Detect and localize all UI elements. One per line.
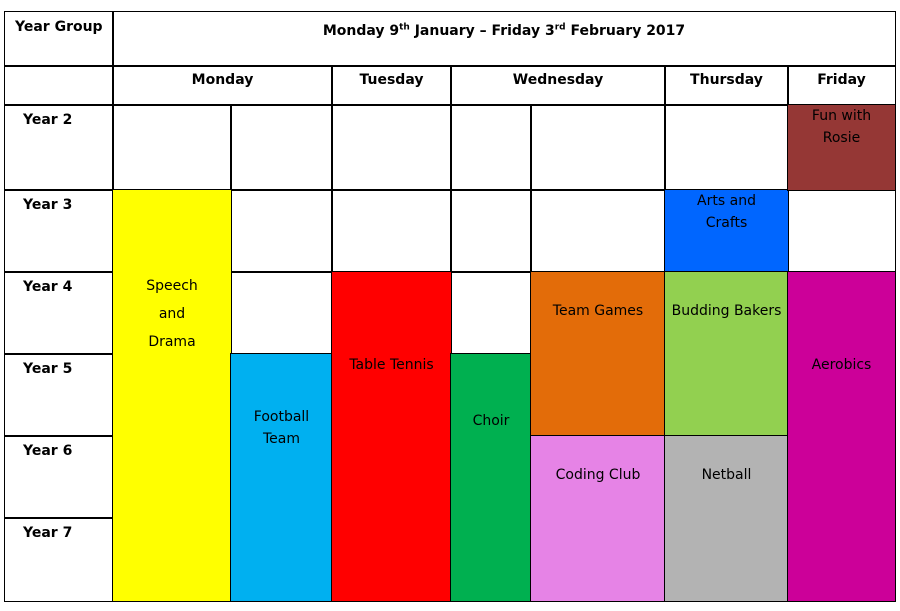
empty-cell [112, 104, 232, 191]
activity-label: Speech and Drama [146, 278, 198, 350]
day-label: Thursday [690, 72, 763, 88]
activity-choir [450, 353, 532, 602]
day-header-tuesday [331, 65, 452, 106]
activity-label: Team Games [552, 303, 644, 319]
activity-netball [664, 435, 789, 602]
day-header-monday [112, 65, 333, 106]
year-label-4: Year 4 [4, 271, 114, 355]
year-label-2: Year 2 [4, 104, 114, 191]
empty-cell [450, 104, 532, 191]
date-range-title: Monday 9th January – Friday 3rd February 2017 [322, 22, 686, 39]
empty-cell [331, 104, 452, 191]
day-label: Tuesday [359, 72, 424, 88]
year-label-7: Year 7 [4, 517, 114, 602]
activity-label: Coding Club [555, 467, 641, 483]
empty-cell [230, 189, 333, 273]
empty-cell [450, 271, 532, 355]
day-header-wednesday [450, 65, 666, 106]
empty-cell [664, 104, 789, 191]
activity-team-games [530, 271, 666, 437]
activity-speech-and-drama [112, 189, 232, 602]
day-label: Wednesday [512, 72, 604, 88]
activity-budding-bakers [664, 271, 789, 437]
year-group-header [4, 11, 114, 67]
day-header-friday [787, 65, 896, 106]
year-label-6: Year 6 [4, 435, 114, 519]
empty-cell [230, 271, 333, 355]
year-label-5: Year 5 [4, 353, 114, 437]
empty-cell [787, 189, 896, 273]
year-group-header-label: Year Group [15, 19, 103, 35]
day-label: Monday [191, 72, 254, 88]
empty-cell [331, 189, 452, 273]
activity-aerobics [787, 271, 896, 602]
year-label-3: Year 3 [4, 189, 114, 273]
activity-label: Football Team [253, 408, 310, 447]
activity-label: Aerobics [811, 357, 872, 373]
blank-header-cell [4, 65, 114, 106]
activity-arts-and-crafts [664, 189, 789, 273]
activity-football-team [230, 353, 333, 602]
activity-coding-club [530, 435, 666, 602]
day-label: Friday [817, 72, 866, 88]
activity-label: Table Tennis [349, 357, 434, 373]
empty-cell [530, 104, 666, 191]
activity-label: Netball [701, 467, 752, 483]
activity-label: Budding Bakers [671, 303, 782, 319]
empty-cell [530, 189, 666, 273]
page-title [112, 11, 896, 67]
activity-label: Fun with Rosie [811, 108, 872, 146]
activity-label: Choir [472, 413, 510, 429]
activity-label: Arts and Crafts [697, 193, 756, 231]
empty-cell [450, 189, 532, 273]
empty-cell [230, 104, 333, 191]
activity-table-tennis [331, 271, 452, 602]
day-header-thursday [664, 65, 789, 106]
activity-fun-with-rosie [787, 104, 896, 191]
